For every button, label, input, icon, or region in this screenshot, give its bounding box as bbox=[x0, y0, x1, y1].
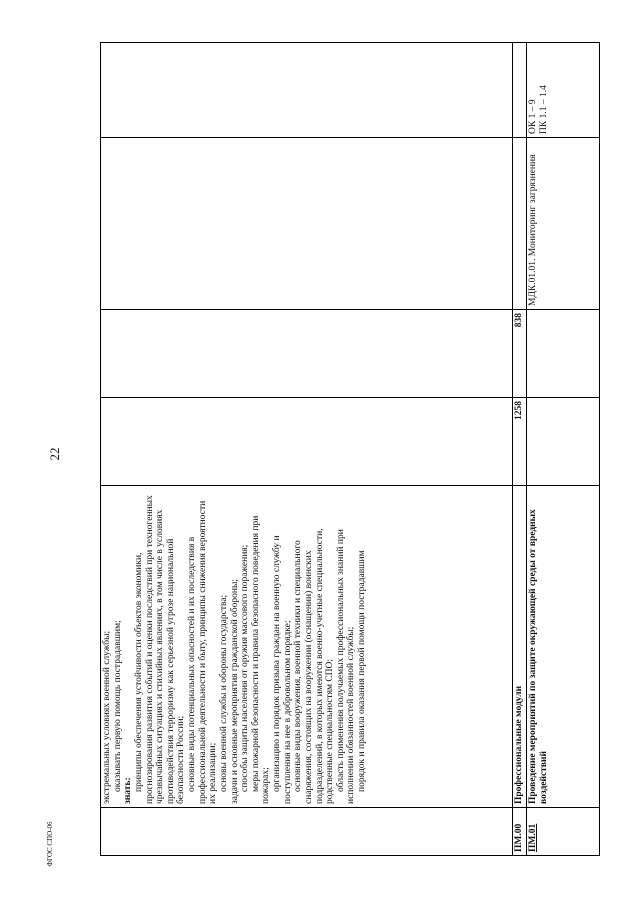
req-hours-cell-empty bbox=[101, 310, 513, 398]
footer-code: ФГОС СПО-06 bbox=[46, 821, 54, 867]
pm00-max-hours: 1258 bbox=[513, 398, 527, 486]
knowledge-cell bbox=[101, 486, 513, 808]
pm01-comp-ok: ОК 1 – 9 bbox=[528, 99, 538, 134]
pm01-code: ПМ.01 bbox=[527, 808, 600, 856]
pm01-title: Проведение мероприятий по защите окружающей среды от вредных воздействий bbox=[527, 486, 600, 808]
knowledge-row bbox=[101, 43, 513, 856]
knowledge-line: экстремальных условиях военной службы; bbox=[102, 630, 112, 804]
pm01-req-hours-empty bbox=[527, 310, 600, 398]
pm00-title: Профессиональные модули bbox=[513, 486, 527, 808]
knowledge-line: организацию и порядок призыва граждан на военную службу и поступления на нее в добровольном порядке; bbox=[272, 535, 293, 804]
knowledge-line: область применения получаемых профессиональных знаний при исполнении обязанностей военной службы; bbox=[335, 529, 357, 804]
max-hours-cell-empty bbox=[101, 398, 513, 486]
pm00-mdk-empty bbox=[513, 138, 527, 310]
pm01-competences bbox=[527, 43, 600, 138]
knowledge-line: порядок и правила оказания первой помощи пострадавшим bbox=[357, 550, 367, 792]
pm01-max-hours-empty bbox=[527, 398, 600, 486]
knowledge-line: принципы обеспечения устойчивости объектов экономики, прогнозирования развития событий и оценки последствий при техногенных чрезвычайных ситуациях и стихийных явлениях, в том числе в условиях противодействия терроризму как серьезной угрозе национальной безопасности России; bbox=[133, 495, 187, 804]
mdk-cell-empty bbox=[101, 138, 513, 310]
pm00-comp-empty bbox=[513, 43, 527, 138]
competence-cell-empty bbox=[101, 43, 513, 138]
page-number: 22 bbox=[47, 447, 62, 461]
pm00-row bbox=[513, 43, 527, 856]
knowledge-line: меры пожарной безопасности и правила безопасного поведения при пожарах; bbox=[250, 515, 272, 804]
pm01-comp-pk: ПК 1.1 – 1.4 bbox=[538, 85, 549, 134]
pm00-req-hours: 838 bbox=[513, 310, 527, 398]
pm01-row bbox=[527, 43, 600, 856]
pm00-code: ПМ.00 bbox=[513, 808, 527, 856]
knowledge-line: способы защиты населения от оружия массового поражения; bbox=[240, 544, 251, 792]
knowledge-line: основные виды вооружения, военной техники и специального снаряжения, состоящих на вооружении (оснащении) воинских подразделений, в которых имеются военно-учетные специальности, родственные специальностям СПО; bbox=[293, 528, 336, 804]
knowledge-line: оказывать первую помощь пострадавшим; bbox=[112, 620, 123, 792]
knowledge-line: знать: bbox=[123, 777, 134, 804]
pm01-mdk: МДК.01.01. Мониторинг загрязнения bbox=[527, 138, 600, 310]
knowledge-line: основы военной службы и обороны государства; bbox=[218, 594, 229, 792]
code-cell-empty bbox=[101, 808, 513, 856]
standard-table-region bbox=[100, 43, 600, 856]
knowledge-line: задачи и основные мероприятия гражданской обороны; bbox=[229, 579, 240, 804]
curriculum-table bbox=[100, 42, 600, 856]
knowledge-line: основные виды потенциальных опасностей и их последствия в профессиональной деятельности и быту, принципы снижения вероятности их реализации; bbox=[187, 500, 219, 804]
